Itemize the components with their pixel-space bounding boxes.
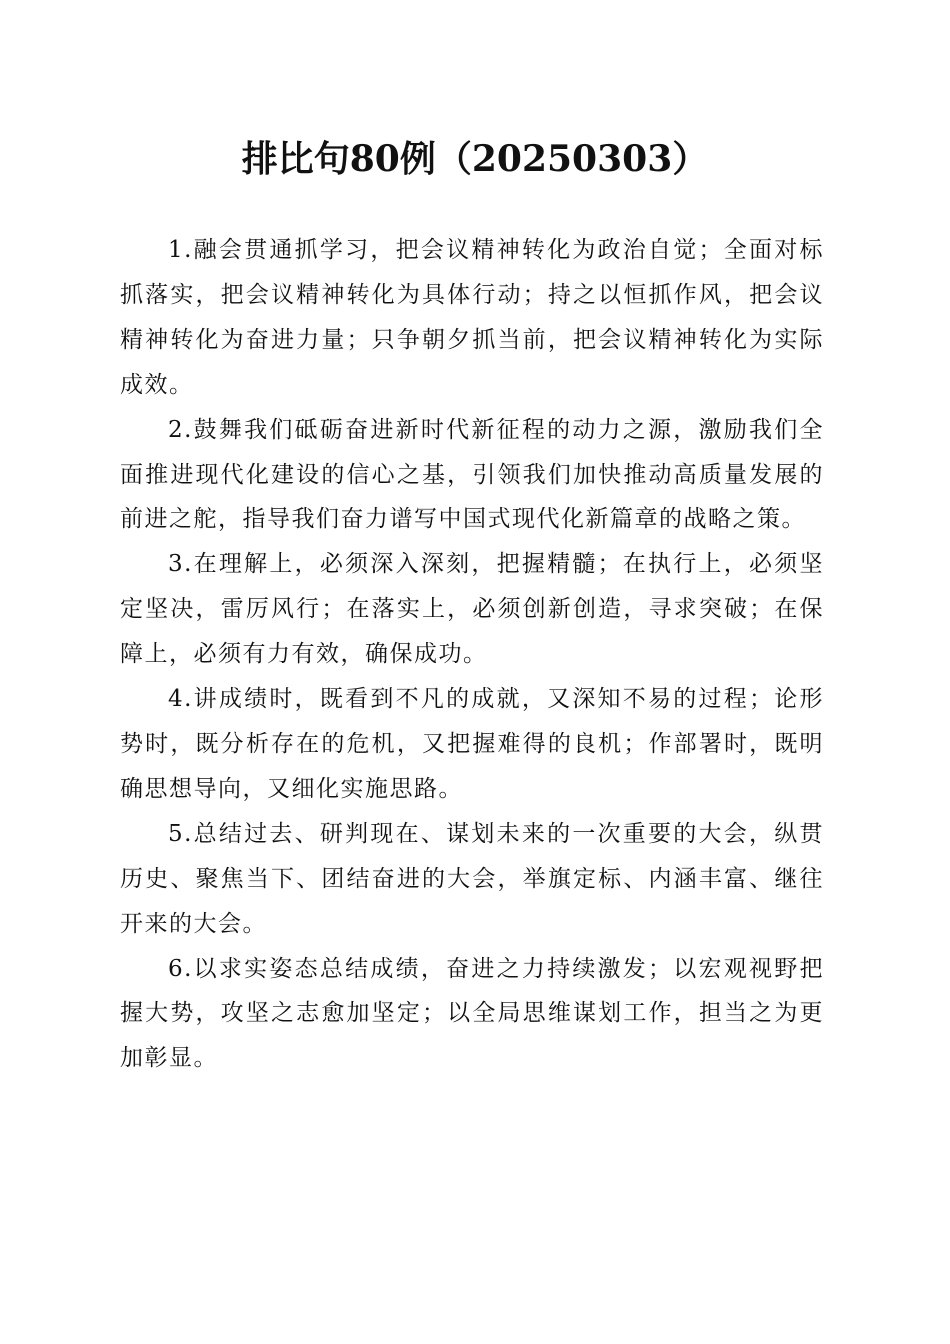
paragraph-3: 3.在理解上，必须深入深刻，把握精髓；在执行上，必须坚定坚决，雷厉风行；在落实上，必须创新创造，寻求突破；在保障上，必须有力有效，确保成功。 xyxy=(120,551,824,668)
paragraph-1: 1.融会贯通抓学习，把会议精神转化为政治自觉；全面对标抓落实，把会议精神转化为具体行动；持之以恒抓作风，把会议精神转化为奋进力量；只争朝夕抓当前，把会议精神转化为实际成效。 xyxy=(120,237,824,398)
paragraph-6: 6.以求实姿态总结成绩，奋进之力持续激发；以宏观视野把握大势，攻坚之志愈加坚定；以全局思维谋划工作，担当之为更加彰显。 xyxy=(120,955,824,1072)
paragraph-4: 4.讲成绩时，既看到不凡的成就，又深知不易的过程；论形势时，既分析存在的危机，又把握难得的良机；作部署时，既明确思想导向，又细化实施思路。 xyxy=(120,686,824,802)
document-title: 排比句80例（20250303） xyxy=(241,138,709,180)
paragraph-2: 2.鼓舞我们砥砺奋进新时代新征程的动力之源，激励我们全面推进现代化建设的信心之基，引领我们加快推动高质量发展的前进之舵，指导我们奋力谱写中国式现代化新篇章的战略之策。 xyxy=(120,416,824,533)
paragraph-5: 5.总结过去、研判现在、谋划未来的一次重要的大会，纵贯历史、聚焦当下、团结奋进的大会，举旗定标、内涵丰富、继往开来的大会。 xyxy=(120,820,824,937)
document-body xyxy=(120,228,824,1081)
